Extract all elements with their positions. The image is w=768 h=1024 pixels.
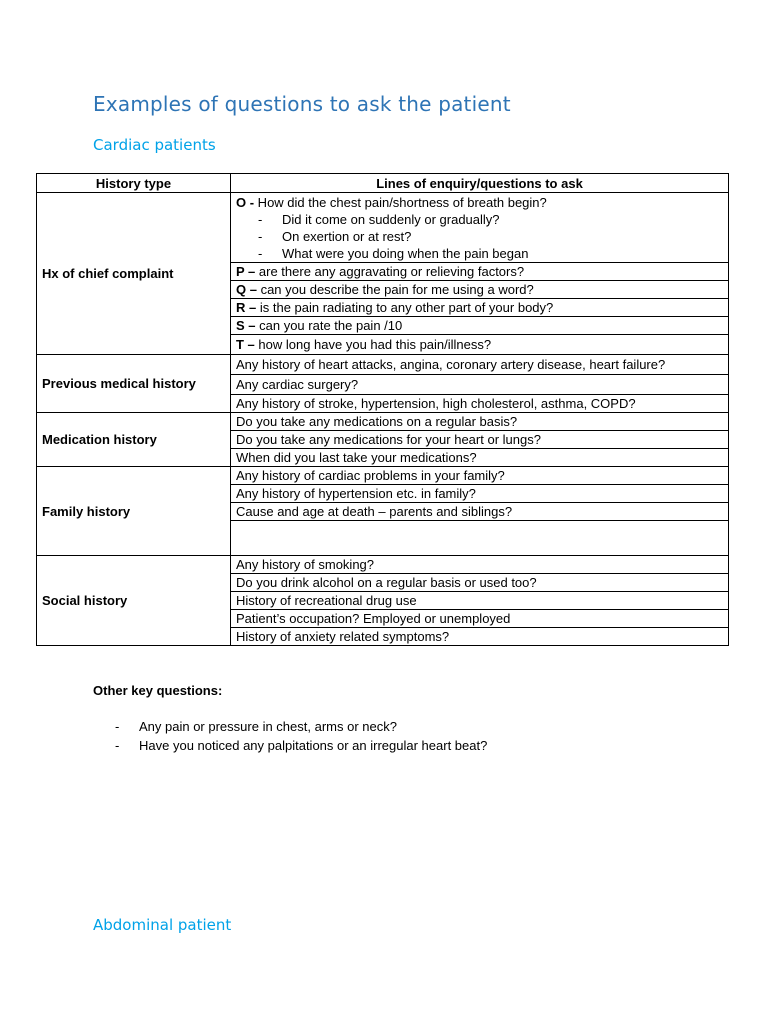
list-item-text: Have you noticed any palpitations or an irregular heart beat?: [139, 738, 488, 753]
dash-bullet: -: [258, 228, 263, 244]
sub-question: [236, 211, 723, 228]
other-key-questions-list: [115, 717, 487, 755]
table-row: [37, 193, 729, 263]
question-cell: Any history of heart attacks, angina, coronary artery disease, heart failure?: [231, 355, 729, 375]
question-text: can you rate the pain /10: [255, 318, 403, 333]
header-lines-of-enquiry: Lines of enquiry/questions to ask: [231, 174, 729, 193]
onset-letter: O -: [236, 194, 255, 210]
table-row: [37, 467, 729, 485]
question-cell: Any cardiac surgery?: [231, 375, 729, 395]
question-letter: P –: [236, 264, 256, 279]
list-item: [115, 736, 487, 755]
row-label-medication-history: Medication history: [37, 413, 231, 467]
question-cell: Any history of cardiac problems in your family?: [231, 467, 729, 485]
sub-question: [236, 245, 723, 262]
question-text: are there any aggravating or relieving factors?: [255, 264, 525, 279]
other-key-questions-heading: Other key questions:: [93, 683, 223, 698]
question-cell: When did you last take your medications?: [231, 449, 729, 467]
header-history-type: History type: [37, 174, 231, 193]
row-label-chief-complaint: Hx of chief complaint: [37, 193, 231, 355]
question-cell: Any history of stroke, hypertension, high cholesterol, asthma, COPD?: [231, 395, 729, 413]
table-row: [37, 355, 729, 375]
table-row: [37, 556, 729, 574]
question-cell: Any history of smoking?: [231, 556, 729, 574]
section-heading-cardiac: Cardiac patients: [93, 136, 216, 154]
question-provocation: [231, 263, 729, 281]
list-item: [115, 717, 487, 736]
history-table: [36, 173, 729, 646]
dash-bullet: -: [115, 719, 120, 734]
question-text: is the pain radiating to any other part of your body?: [256, 300, 554, 315]
question-quality: [231, 281, 729, 299]
question-cell: Do you take any medications for your heart or lungs?: [231, 431, 729, 449]
empty-cell: [231, 521, 729, 556]
question-cell: Any history of hypertension etc. in family?: [231, 485, 729, 503]
list-item-text: Any pain or pressure in chest, arms or neck?: [139, 719, 397, 734]
onset-text: How did the chest pain/shortness of breath begin?: [254, 194, 547, 210]
row-label-previous-medical-history: Previous medical history: [37, 355, 231, 413]
question-cell: Do you drink alcohol on a regular basis or used too?: [231, 574, 729, 592]
dash-bullet: -: [258, 245, 263, 261]
sub-question: [236, 228, 723, 245]
table-header-row: [37, 174, 729, 193]
question-radiation: [231, 299, 729, 317]
dash-bullet: -: [115, 738, 120, 753]
table-row: [37, 413, 729, 431]
question-severity: [231, 317, 729, 335]
question-cell: Cause and age at death – parents and siblings?: [231, 503, 729, 521]
sub-question-text: On exertion or at rest?: [282, 228, 412, 244]
sub-question-text: Did it come on suddenly or gradually?: [282, 211, 500, 227]
sub-question-text: What were you doing when the pain began: [282, 245, 529, 261]
row-label-family-history: Family history: [37, 467, 231, 556]
question-onset: [231, 193, 729, 263]
row-label-social-history: Social history: [37, 556, 231, 646]
question-cell: Patient’s occupation? Employed or unemployed: [231, 610, 729, 628]
question-cell: History of recreational drug use: [231, 592, 729, 610]
question-cell: Do you take any medications on a regular basis?: [231, 413, 729, 431]
question-letter: S –: [236, 318, 256, 333]
question-cell: History of anxiety related symptoms?: [231, 628, 729, 646]
question-text: how long have you had this pain/illness?: [254, 337, 492, 352]
question-letter: T –: [236, 337, 255, 352]
page-title: Examples of questions to ask the patient: [93, 92, 511, 116]
question-text: can you describe the pain for me using a word?: [256, 282, 534, 297]
dash-bullet: -: [258, 211, 263, 227]
question-time: [231, 335, 729, 355]
question-letter: R –: [236, 300, 257, 315]
question-letter: Q –: [236, 282, 257, 297]
section-heading-abdominal: Abdominal patient: [93, 916, 232, 934]
